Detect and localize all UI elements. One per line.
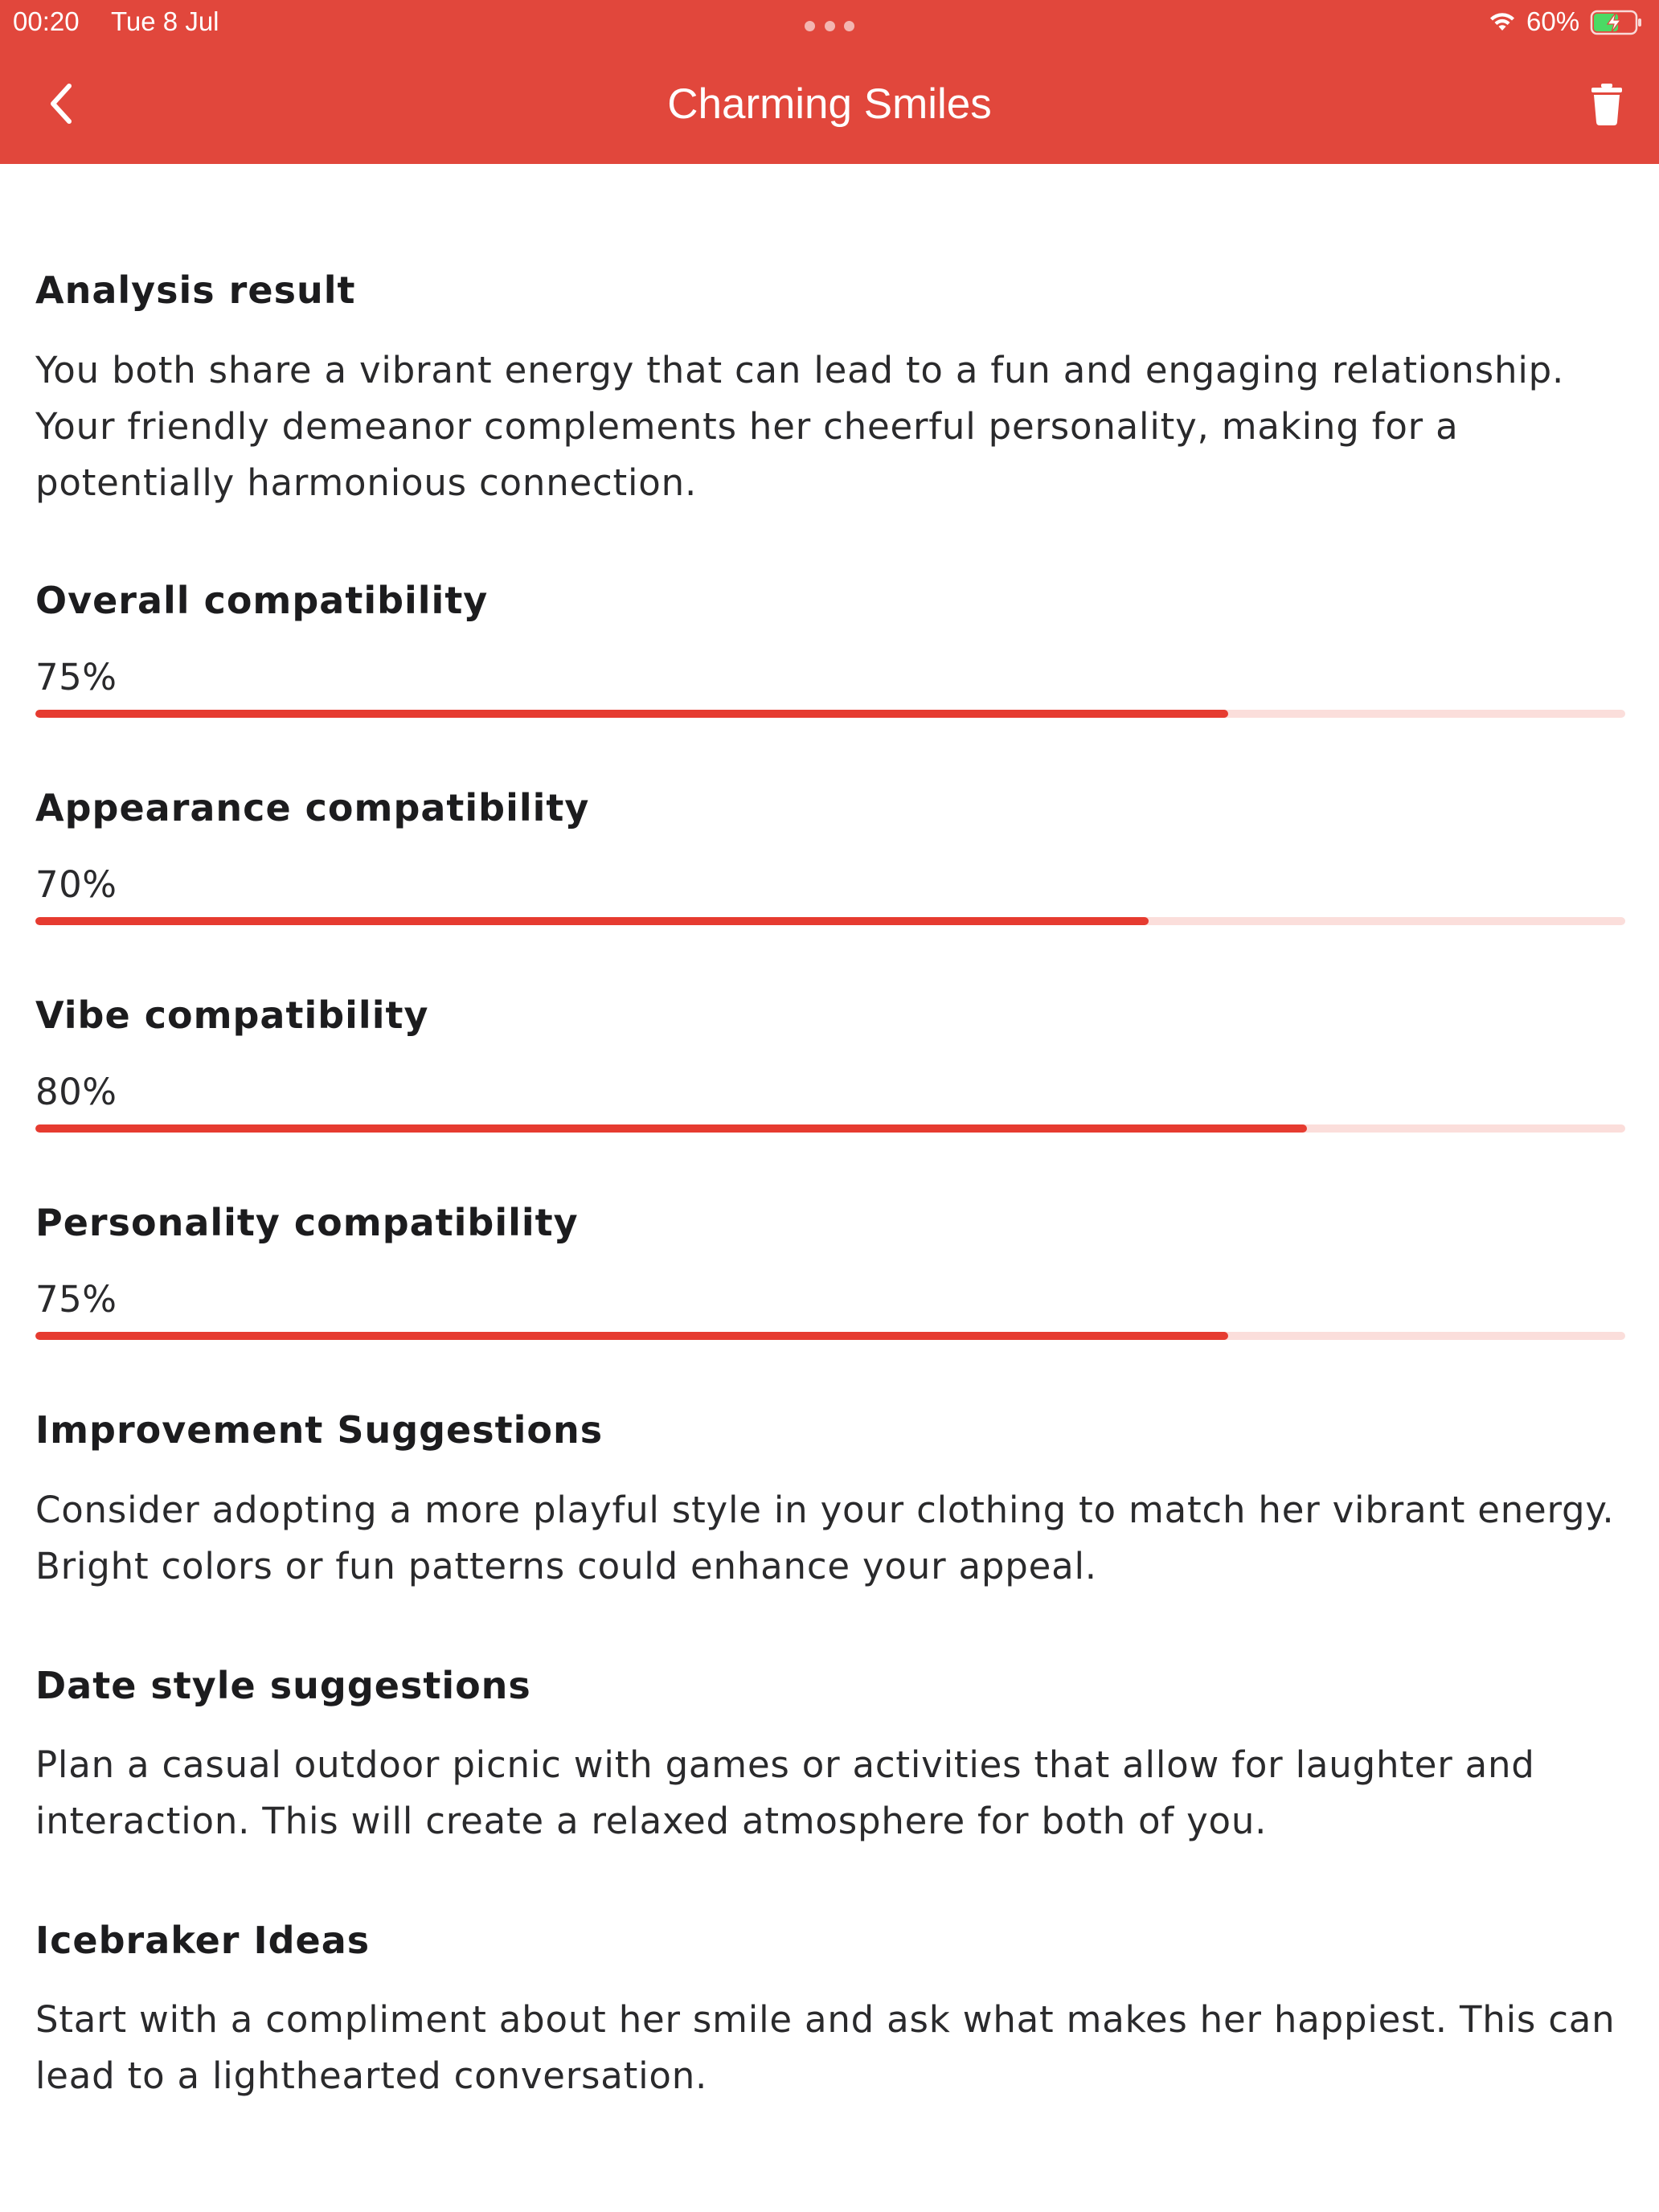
metric-label: Personality compatibility xyxy=(35,1201,579,1244)
icebreaker-text: Start with a compliment about her smile and ask what makes her happiest. This can lead to a lighthearted conversation. xyxy=(35,1998,1616,2097)
progress-fill xyxy=(35,710,1228,718)
status-bar xyxy=(0,0,1659,43)
metric-label: Appearance compatibility xyxy=(35,786,590,830)
date-style-text: Plan a casual outdoor picnic with games or activities that allow for laughter and interaction. This will create a relaxed atmosphere for both of you. xyxy=(35,1743,1535,1842)
back-button[interactable] xyxy=(35,76,87,132)
metric-value: 75% xyxy=(35,656,117,698)
progress-fill xyxy=(35,917,1149,925)
wifi-icon xyxy=(1489,11,1516,32)
metric-value: 80% xyxy=(35,1071,117,1113)
analysis-heading: Analysis result xyxy=(35,268,356,312)
metric-value: 75% xyxy=(35,1278,117,1321)
multitask-dots-icon[interactable] xyxy=(805,21,854,32)
delete-button[interactable] xyxy=(1585,79,1628,130)
analysis-text: You both share a vibrant energy that can lead to a fun and engaging relationship. Your friendly demeanor complements her cheerful personality, making for a potentially harmonious connection. xyxy=(35,349,1565,504)
progress-bar xyxy=(35,710,1625,718)
metric-label: Overall compatibility xyxy=(35,579,489,622)
progress-bar xyxy=(35,1124,1625,1133)
date-style-heading: Date style suggestions xyxy=(35,1664,531,1707)
improvement-heading: Improvement Suggestions xyxy=(35,1408,604,1452)
page-title: Charming Smiles xyxy=(667,80,992,128)
header xyxy=(0,0,1659,164)
progress-bar xyxy=(35,1332,1625,1340)
battery-percent: 60% xyxy=(1526,6,1580,36)
progress-fill xyxy=(35,1124,1307,1133)
battery-charging-icon xyxy=(1590,10,1645,35)
metric-label: Vibe compatibility xyxy=(35,993,429,1037)
status-date: Tue 8 Jul xyxy=(111,6,219,36)
improvement-text: Consider adopting a more playful style in your clothing to match her vibrant energy. Bright colors or fun patterns could enhance your appeal. xyxy=(35,1489,1615,1587)
chevron-left-icon xyxy=(45,80,77,128)
trash-icon xyxy=(1591,84,1623,125)
navigation-bar xyxy=(0,43,1659,164)
status-time: 00:20 xyxy=(13,6,80,36)
icebreaker-heading: Icebraker Ideas xyxy=(35,1919,371,1962)
progress-bar xyxy=(35,917,1625,925)
progress-fill xyxy=(35,1332,1228,1340)
metric-value: 70% xyxy=(35,863,117,906)
